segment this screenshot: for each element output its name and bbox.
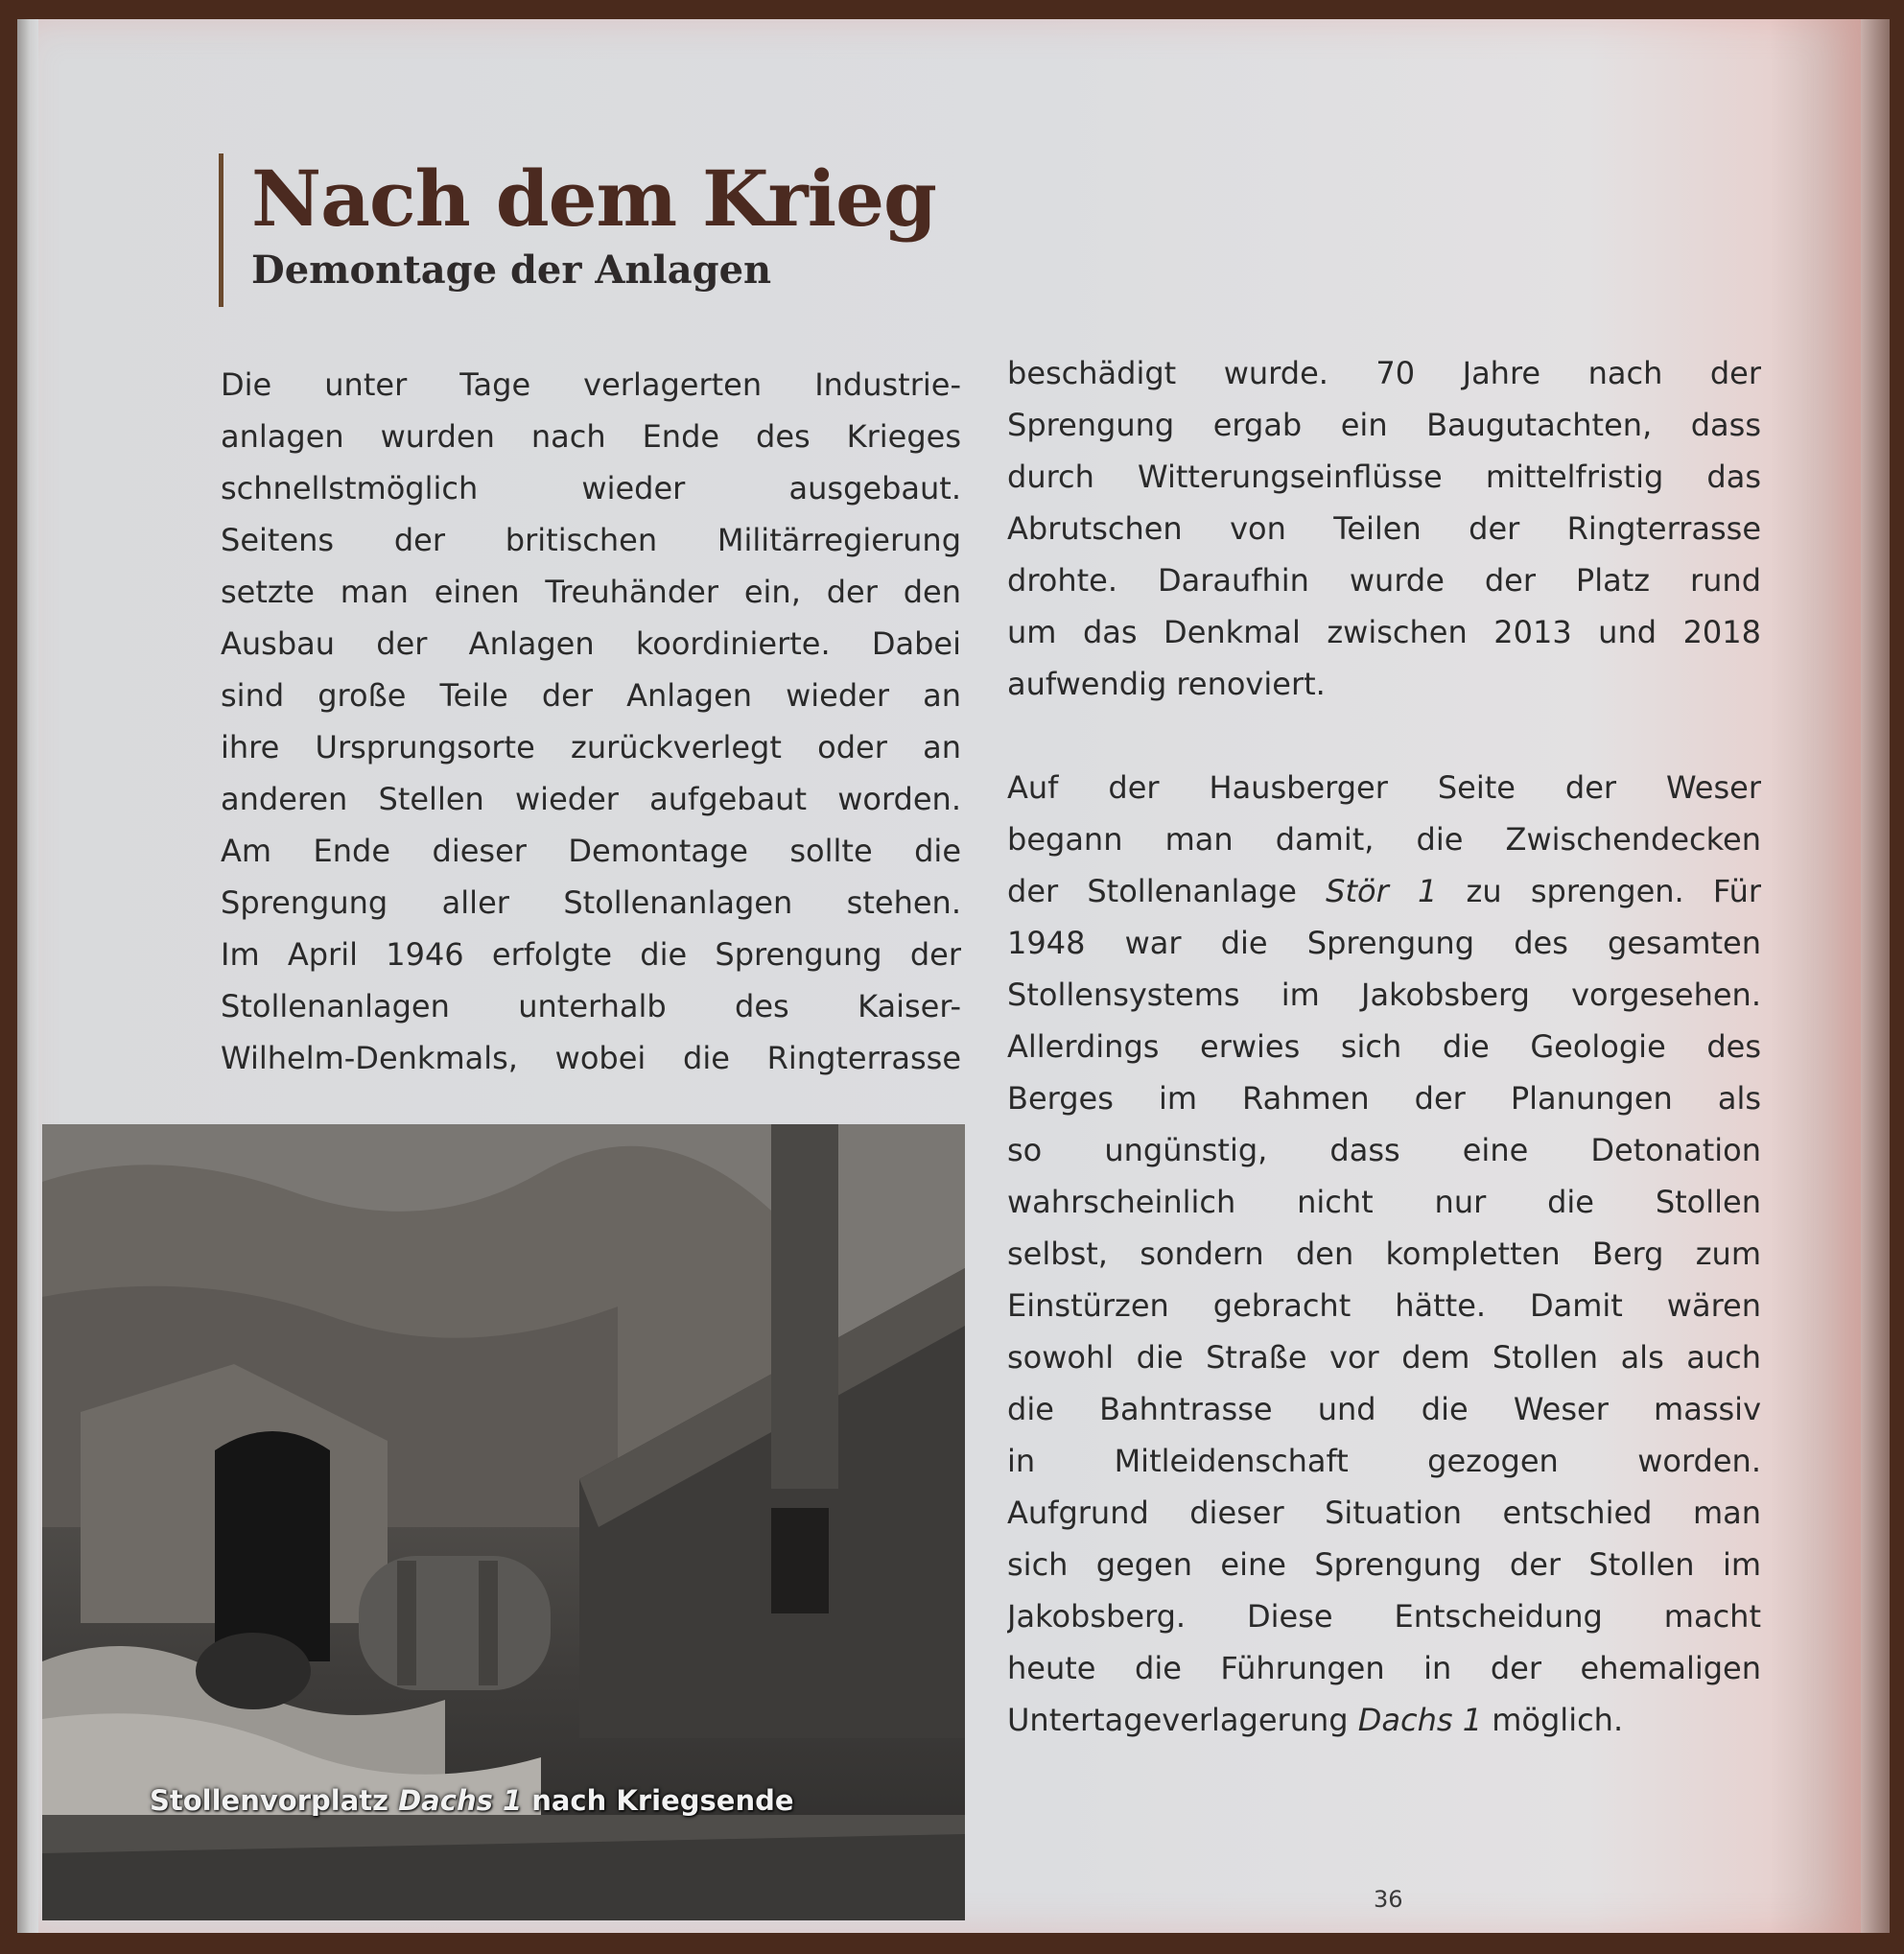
text-line: in Mitleidenschaft gezogen worden. (1007, 1443, 1761, 1479)
text-line: ihre Ursprungsorte zurückverlegt oder an (221, 729, 961, 765)
italic-name: Stör 1 (1326, 873, 1438, 909)
text-line: setzte man einen Treuhänder ein, der den (221, 574, 961, 610)
text-line: Einstürzen gebracht hätte. Damit wären (1007, 1287, 1761, 1324)
text-line: begann man damit, die Zwischendecken (1007, 821, 1761, 858)
text-line: drohte. Daraufhin wurde der Platz rund (1007, 562, 1761, 599)
page-number: 36 (1374, 1886, 1403, 1913)
text-line: um das Denkmal zwischen 2013 und 2018 (1007, 614, 1761, 650)
text-line: so ungünstig, dass eine Detonation (1007, 1132, 1761, 1168)
photo-caption (150, 1784, 794, 1817)
caption-text: nach Kriegsende (522, 1784, 794, 1817)
right-text-column (1007, 347, 1761, 1746)
caption-italic-name: Dachs 1 (398, 1784, 523, 1817)
text-line: Abrutschen von Teilen der Ringterrasse (1007, 510, 1761, 547)
text-line: Stollensystems im Jakobsberg vorgesehen. (1007, 977, 1761, 1013)
text-line: Sprengung ergab ein Baugutachten, dass (1007, 407, 1761, 443)
text-line: anlagen wurden nach Ende des Krieges (221, 418, 961, 455)
text-line: durch Witterungseinflüsse mittelfristig das (1007, 459, 1761, 495)
text-line: Die unter Tage verlagerten Industrie- (221, 366, 961, 403)
text-line: Sprengung aller Stollenanlagen stehen. (221, 884, 961, 921)
text-line: sich gegen eine Sprengung der Stollen im (1007, 1546, 1761, 1583)
text-line: Ausbau der Anlagen koordinierte. Dabei (221, 625, 961, 662)
left-text-column (221, 359, 961, 1084)
text-line: Wilhelm-Denkmals, wobei die Ringterrasse (221, 1040, 961, 1076)
text-line: anderen Stellen wieder aufgebaut worden. (221, 781, 961, 817)
text-line: Stollenanlagen unterhalb des Kaiser- (221, 988, 961, 1024)
text-fragment: Untertageverlagerung (1007, 1702, 1358, 1738)
page-edge-right (1861, 19, 1890, 1933)
text-line: sind große Teile der Anlagen wieder an (221, 677, 961, 714)
heading-accent-bar (219, 153, 223, 307)
text-line: heute die Führungen in der ehemaligen (1007, 1650, 1761, 1686)
text-line: die Bahntrasse und die Weser massiv (1007, 1391, 1761, 1427)
text-line: Allerdings erwies sich die Geologie des (1007, 1028, 1761, 1065)
caption-text: Stollenvorplatz (150, 1784, 399, 1817)
text-fragment: zu sprengen. Für (1437, 873, 1761, 909)
text-line: sowohl die Straße vor dem Stollen als auch (1007, 1339, 1761, 1376)
text-fragment: möglich. (1482, 1702, 1624, 1738)
text-fragment: der Stollenanlage (1007, 873, 1327, 909)
text-line: Aufgrund dieser Situation entschied man (1007, 1495, 1761, 1531)
text-line: Seitens der britischen Militärregierung (221, 522, 961, 558)
text-line: Jakobsberg. Diese Entscheidung macht (1007, 1598, 1761, 1635)
text-line: Berges im Rahmen der Planungen als (1007, 1080, 1761, 1117)
text-line: Am Ende dieser Demontage sollte die (221, 833, 961, 869)
page-edge-left (17, 19, 38, 1933)
text-line: Im April 1946 erfolgte die Sprengung der (221, 936, 961, 973)
paragraph-gap (1007, 710, 1761, 762)
text-line: 1948 war die Sprengung des gesamten (1007, 925, 1761, 961)
text-line: Auf der Hausberger Seite der Weser (1007, 769, 1761, 806)
page-title: Nach dem Krieg (251, 153, 936, 244)
text-line: schnellstmöglich wieder ausgebaut. (221, 470, 961, 506)
text-line: wahrscheinlich nicht nur die Stollen (1007, 1184, 1761, 1220)
text-line (1007, 865, 1761, 917)
text-line: aufwendig renoviert. (1007, 666, 1326, 702)
text-line (1007, 1694, 1761, 1746)
italic-name: Dachs 1 (1357, 1702, 1483, 1738)
text-line: beschädigt wurde. 70 Jahre nach der (1007, 355, 1761, 391)
page-subtitle: Demontage der Anlagen (251, 247, 772, 293)
text-line: selbst, sondern den kompletten Berg zum (1007, 1236, 1761, 1272)
